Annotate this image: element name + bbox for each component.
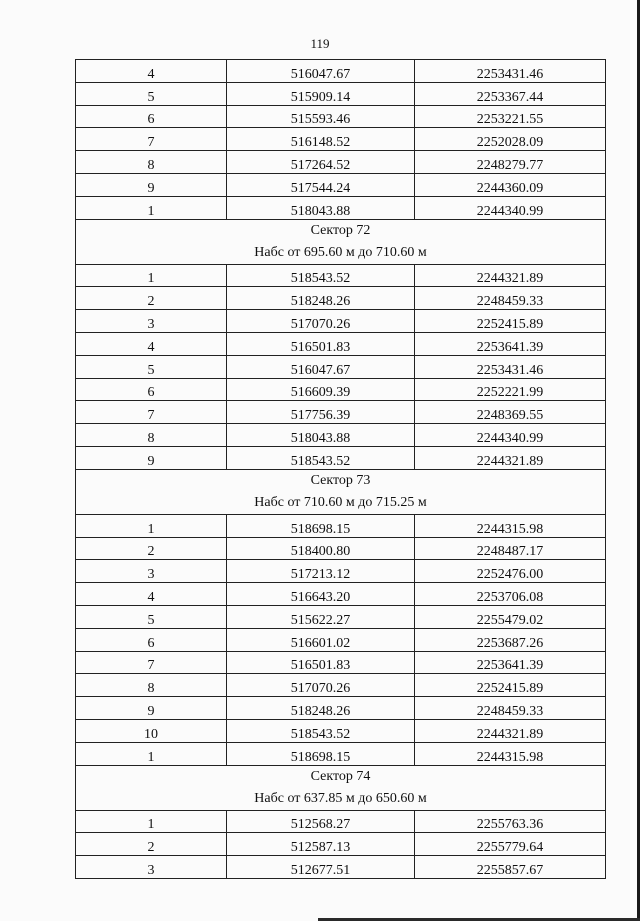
table-row (76, 287, 606, 310)
table-row (76, 82, 606, 105)
table-row (76, 105, 606, 128)
sector-title: Сектор 74 (310, 768, 371, 784)
table-row (76, 674, 606, 697)
x-coordinate-cell: 512568.27 (227, 810, 415, 833)
x-coordinate-cell: 512587.13 (227, 833, 415, 856)
point-number-cell: 9 (76, 173, 227, 196)
x-coordinate-cell: 518543.52 (227, 264, 415, 287)
y-coordinate-cell: 2253431.46 (415, 355, 606, 378)
y-coordinate-cell: 2252415.89 (415, 674, 606, 697)
point-number-cell: 9 (76, 697, 227, 720)
x-coordinate-cell: 516501.83 (227, 651, 415, 674)
table-row (76, 651, 606, 674)
x-coordinate-cell: 518043.88 (227, 196, 415, 219)
table-row (76, 264, 606, 287)
table-row (76, 560, 606, 583)
x-coordinate-cell: 518543.52 (227, 446, 415, 469)
sector-header (76, 219, 606, 264)
point-number-cell: 9 (76, 446, 227, 469)
point-number-cell: 4 (76, 583, 227, 606)
point-number-cell: 2 (76, 287, 227, 310)
y-coordinate-cell: 2248487.17 (415, 537, 606, 560)
table-row (76, 697, 606, 720)
sector-header-row (76, 765, 606, 810)
point-number-cell: 5 (76, 605, 227, 628)
point-number-cell: 1 (76, 196, 227, 219)
table-row (76, 446, 606, 469)
point-number-cell: 3 (76, 856, 227, 879)
point-number-cell: 3 (76, 560, 227, 583)
table-row (76, 401, 606, 424)
point-number-cell: 8 (76, 424, 227, 447)
y-coordinate-cell: 2255479.02 (415, 605, 606, 628)
y-coordinate-cell: 2244315.98 (415, 742, 606, 765)
point-number-cell: 6 (76, 378, 227, 401)
x-coordinate-cell: 516609.39 (227, 378, 415, 401)
point-number-cell: 5 (76, 82, 227, 105)
x-coordinate-cell: 518543.52 (227, 719, 415, 742)
coordinates-table (75, 59, 606, 879)
y-coordinate-cell: 2248369.55 (415, 401, 606, 424)
table-row (76, 742, 606, 765)
y-coordinate-cell: 2248279.77 (415, 151, 606, 174)
point-number-cell: 2 (76, 833, 227, 856)
y-coordinate-cell: 2253221.55 (415, 105, 606, 128)
y-coordinate-cell: 2244340.99 (415, 196, 606, 219)
y-coordinate-cell: 2248459.33 (415, 697, 606, 720)
table-row (76, 128, 606, 151)
point-number-cell: 5 (76, 355, 227, 378)
y-coordinate-cell: 2244321.89 (415, 446, 606, 469)
table-row (76, 151, 606, 174)
x-coordinate-cell: 517213.12 (227, 560, 415, 583)
y-coordinate-cell: 2253706.08 (415, 583, 606, 606)
x-coordinate-cell: 516047.67 (227, 60, 415, 83)
sector-height-range: Набс от 695.60 м до 710.60 м (254, 244, 427, 260)
y-coordinate-cell: 2253367.44 (415, 82, 606, 105)
y-coordinate-cell: 2244315.98 (415, 514, 606, 537)
point-number-cell: 4 (76, 60, 227, 83)
point-number-cell: 7 (76, 128, 227, 151)
sector-header-row (76, 469, 606, 514)
point-number-cell: 8 (76, 151, 227, 174)
point-number-cell: 7 (76, 401, 227, 424)
y-coordinate-cell: 2244321.89 (415, 264, 606, 287)
page-number: 119 (310, 36, 330, 51)
table-row (76, 378, 606, 401)
x-coordinate-cell: 516047.67 (227, 355, 415, 378)
y-coordinate-cell: 2252476.00 (415, 560, 606, 583)
y-coordinate-cell: 2253687.26 (415, 628, 606, 651)
point-number-cell: 7 (76, 651, 227, 674)
x-coordinate-cell: 517544.24 (227, 173, 415, 196)
table-row (76, 310, 606, 333)
y-coordinate-cell: 2253641.39 (415, 332, 606, 355)
x-coordinate-cell: 517070.26 (227, 674, 415, 697)
x-coordinate-cell: 517264.52 (227, 151, 415, 174)
y-coordinate-cell: 2252028.09 (415, 128, 606, 151)
table-row (76, 583, 606, 606)
point-number-cell: 10 (76, 719, 227, 742)
point-number-cell: 3 (76, 310, 227, 333)
y-coordinate-cell: 2255763.36 (415, 810, 606, 833)
x-coordinate-cell: 517756.39 (227, 401, 415, 424)
point-number-cell: 8 (76, 674, 227, 697)
table-row (76, 833, 606, 856)
point-number-cell: 1 (76, 810, 227, 833)
x-coordinate-cell: 516601.02 (227, 628, 415, 651)
table-row (76, 332, 606, 355)
point-number-cell: 1 (76, 514, 227, 537)
x-coordinate-cell: 516501.83 (227, 332, 415, 355)
x-coordinate-cell: 518400.80 (227, 537, 415, 560)
table-row (76, 60, 606, 83)
y-coordinate-cell: 2252415.89 (415, 310, 606, 333)
sector-header-row (76, 219, 606, 264)
sector-header (76, 765, 606, 810)
x-coordinate-cell: 515593.46 (227, 105, 415, 128)
x-coordinate-cell: 516643.20 (227, 583, 415, 606)
sector-title: Сектор 72 (310, 222, 371, 238)
sector-header (76, 469, 606, 514)
point-number-cell: 1 (76, 742, 227, 765)
y-coordinate-cell: 2252221.99 (415, 378, 606, 401)
y-coordinate-cell: 2244360.09 (415, 173, 606, 196)
point-number-cell: 6 (76, 628, 227, 651)
x-coordinate-cell: 515622.27 (227, 605, 415, 628)
point-number-cell: 4 (76, 332, 227, 355)
coordinates-table-body (76, 60, 606, 879)
sector-height-range: Набс от 710.60 м до 715.25 м (254, 494, 427, 510)
sector-title: Сектор 73 (310, 472, 371, 488)
table-row (76, 196, 606, 219)
x-coordinate-cell: 512677.51 (227, 856, 415, 879)
x-coordinate-cell: 518248.26 (227, 287, 415, 310)
y-coordinate-cell: 2244321.89 (415, 719, 606, 742)
x-coordinate-cell: 518698.15 (227, 514, 415, 537)
point-number-cell: 1 (76, 264, 227, 287)
y-coordinate-cell: 2244340.99 (415, 424, 606, 447)
table-row (76, 628, 606, 651)
y-coordinate-cell: 2255857.67 (415, 856, 606, 879)
point-number-cell: 6 (76, 105, 227, 128)
x-coordinate-cell: 518043.88 (227, 424, 415, 447)
sector-height-range: Набс от 637.85 м до 650.60 м (254, 790, 427, 806)
y-coordinate-cell: 2255779.64 (415, 833, 606, 856)
table-row (76, 424, 606, 447)
table-row (76, 605, 606, 628)
table-row (76, 856, 606, 879)
table-row (76, 355, 606, 378)
table-row (76, 514, 606, 537)
x-coordinate-cell: 518248.26 (227, 697, 415, 720)
x-coordinate-cell: 515909.14 (227, 82, 415, 105)
x-coordinate-cell: 516148.52 (227, 128, 415, 151)
y-coordinate-cell: 2248459.33 (415, 287, 606, 310)
table-row (76, 719, 606, 742)
y-coordinate-cell: 2253641.39 (415, 651, 606, 674)
y-coordinate-cell: 2253431.46 (415, 60, 606, 83)
point-number-cell: 2 (76, 537, 227, 560)
x-coordinate-cell: 518698.15 (227, 742, 415, 765)
table-row (76, 810, 606, 833)
x-coordinate-cell: 517070.26 (227, 310, 415, 333)
table-row (76, 537, 606, 560)
table-row (76, 173, 606, 196)
